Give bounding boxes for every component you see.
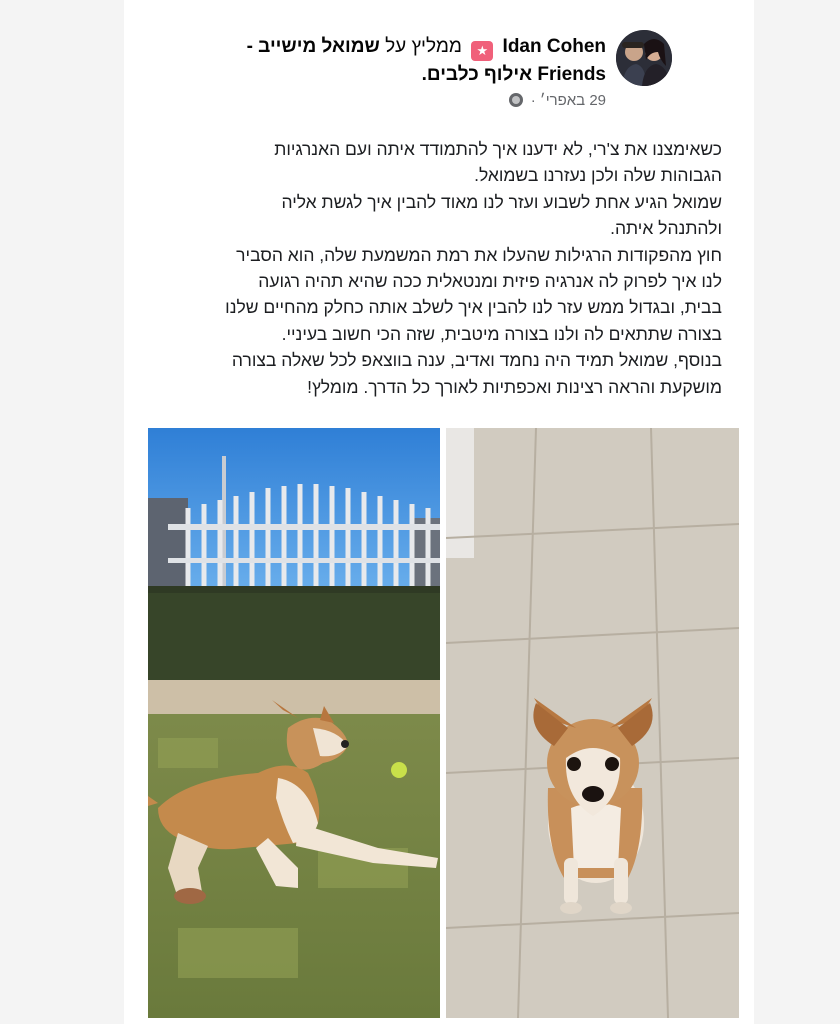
author-avatar[interactable] <box>616 30 672 86</box>
meta-separator: · <box>530 92 536 109</box>
post-body <box>174 136 722 400</box>
post-body-line: ולהתנהל איתה. <box>610 218 722 239</box>
dog-on-grass-image <box>148 428 440 1018</box>
avatar-photo <box>616 30 672 86</box>
post-date[interactable]: 29 באפרי׳ <box>539 92 606 109</box>
business-name-part1[interactable]: שמואל מישייב - <box>246 36 380 57</box>
post-title-line-2: Friends אילוף כלבים. <box>421 64 606 85</box>
post-body-line: חוץ מהפקודות הרגילות שהעלו את רמת המשמעת שלה, הוא הסביר <box>236 244 722 265</box>
recommendation-post-card <box>124 0 754 1024</box>
dog-on-tiles-image <box>446 428 739 1018</box>
post-body-line: כשאימצנו את צ'רי, לא ידענו איך להתמודד איתה ועם האנרגיות <box>274 139 722 159</box>
post-body-line: הגבוהות שלה ולכן נעזרנו בשמואל. <box>474 165 722 186</box>
post-header <box>124 24 754 114</box>
post-body-line: בבית, ובגדול ממש עזר לנו להבין איך לשלב אותה כחלק מהחיים שלנו <box>225 297 722 318</box>
post-body-line: בנוסף, שמואל תמיד היה נחמד ואדיב, ענה בווצאפ לכל שאלה בצורה <box>231 350 722 371</box>
recommends-label: ממליץ על <box>385 36 462 57</box>
post-photo-dog-on-grass[interactable] <box>148 428 440 1018</box>
post-title-line-1 <box>136 33 606 61</box>
post-body-line: בצורה שתתאים לה ולנו בצורה מיטבית, שזה הכי חשוב בעיניי. <box>281 323 722 344</box>
globe-icon[interactable] <box>509 93 523 107</box>
post-body-line: לנו איך לפרוק לה אנרגיה פיזית ומנטאלית ככה שהיא תהיה רגועה <box>258 271 722 292</box>
business-name-part2[interactable]: Friends אילוף כלבים <box>426 64 606 85</box>
author-name[interactable]: Idan Cohen <box>502 36 606 57</box>
post-meta <box>509 92 606 109</box>
post-photo-dog-sitting-on-tiles[interactable] <box>446 428 739 1018</box>
recommend-star-icon: ★ <box>471 41 493 61</box>
post-body-line: מושקעת והראה רצינות ואכפתיות לאורך כל הדרך. מומלץ! <box>307 376 722 397</box>
post-body-line: שמואל הגיע אחת לשבוע ועזר לנו מאוד להבין איך לגשת אליה <box>281 191 722 212</box>
